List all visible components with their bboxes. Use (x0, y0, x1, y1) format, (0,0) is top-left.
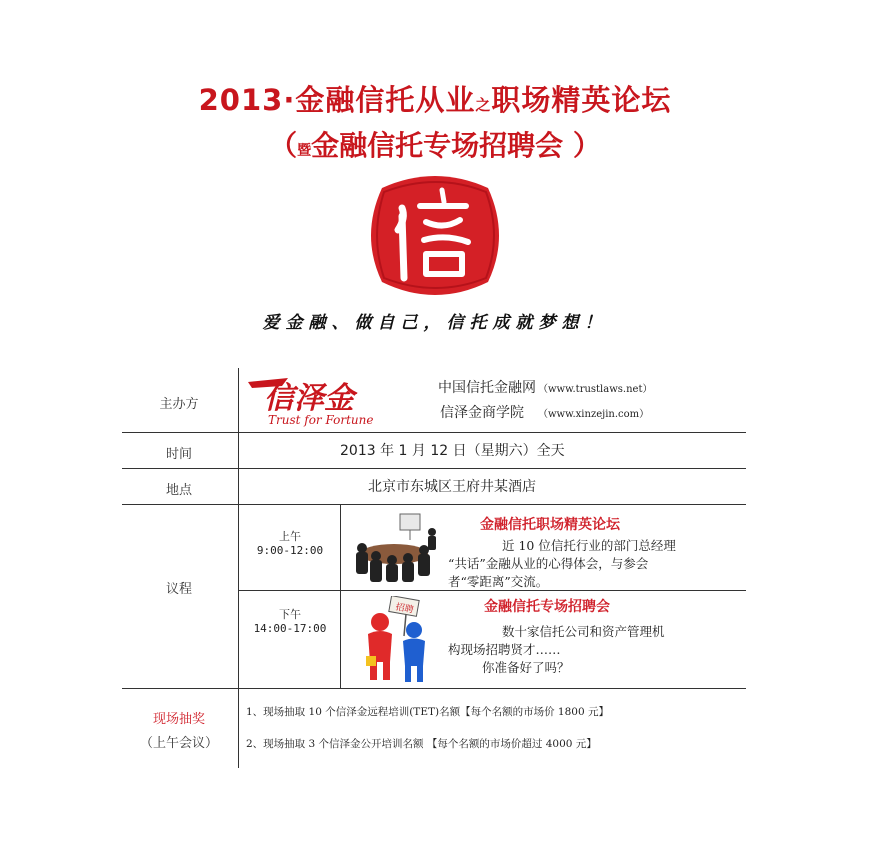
title-line-1-part-b: 职场精英论坛 (491, 83, 672, 117)
organizer-2-url: （www.xinzejin.com） (538, 409, 650, 420)
agenda-label: 议程 (165, 582, 192, 597)
row-divider (122, 468, 746, 469)
title-line-1 (0, 78, 870, 119)
title-line-2-connector: 暨 (297, 143, 312, 159)
title-line-2-open-paren: （ (269, 129, 298, 162)
row-divider (122, 432, 746, 433)
organizer-label: 主办方 (159, 397, 199, 412)
row-divider (122, 504, 746, 505)
lottery-sub-label: （上午会议） (139, 736, 218, 751)
lottery-item-2: 2、现场抽取 3 个信泽金公开培训名额 【每个名额的市场价超过 4000 元】 (246, 738, 597, 750)
time-value: 2013 年 1 月 12 日（星期六）全天 (340, 443, 565, 459)
job-fair-desc-line-3: 你准备好了吗？ (482, 660, 570, 675)
organizer-2-name: 信泽金商学院 (440, 405, 524, 421)
seal-emblem-icon (362, 170, 508, 302)
recruitment-illustration (352, 596, 442, 684)
job-fair-title: 金融信托专场招聘会 (484, 599, 610, 615)
morning-hours: 9:00-12:00 (256, 544, 324, 557)
job-fair-desc-line-1: 数十家信托公司和资产管理机 (502, 624, 665, 639)
time-label: 时间 (165, 447, 192, 462)
event-info-table (122, 368, 746, 768)
morning-period: 上午 (279, 530, 301, 543)
afternoon-period: 下午 (279, 608, 301, 621)
venue-label: 地点 (165, 483, 192, 498)
row-divider (238, 590, 746, 591)
slogan: 爱金融、做自己，信托成就梦想！ (262, 313, 608, 333)
title-line-1-connector: 之 (475, 96, 492, 114)
title-line-1-part-a: 2013·金融信托从业 (198, 83, 476, 117)
organizer-line-1 (438, 377, 652, 397)
title-line-2 (0, 124, 870, 164)
forum-desc-line-1: 近 10 位信托行业的部门总经理 (502, 538, 676, 553)
forum-desc-line-2: “共话”金融从业的心得体会，与参会 (448, 556, 649, 571)
lottery-label: 现场抽奖 (152, 712, 205, 727)
venue-value: 北京市东城区王府井某酒店 (368, 479, 536, 495)
column-divider (238, 368, 239, 768)
column-divider (340, 504, 341, 688)
forum-desc-line-3: 者“零距离”交流。 (448, 574, 549, 589)
lottery-item-1: 1、现场抽取 10 个信泽金远程培训(TET)名额【每个名额的市场价 1800 元】 (246, 706, 609, 718)
title-line-2-part-b: 金融信托专场招聘会 ） (311, 129, 601, 162)
forum-title: 金融信托职场精英论坛 (480, 517, 620, 533)
recruit-sign-text: 招聘 (394, 602, 415, 616)
logo-mark-text: 信泽金 (264, 381, 354, 416)
xinzejin-logo (242, 372, 422, 428)
organizer-1-url: （www.trustlaws.net） (538, 384, 653, 395)
job-fair-desc-line-2: 构现场招聘贤才…… (448, 642, 561, 657)
row-divider (122, 688, 746, 689)
organizer-line-2 (440, 402, 649, 422)
meeting-room-illustration (348, 510, 440, 584)
organizer-1-name: 中国信托金融网 (438, 380, 536, 396)
afternoon-hours: 14:00-17:00 (253, 622, 327, 635)
logo-tagline: Trust for Fortune (268, 413, 374, 427)
